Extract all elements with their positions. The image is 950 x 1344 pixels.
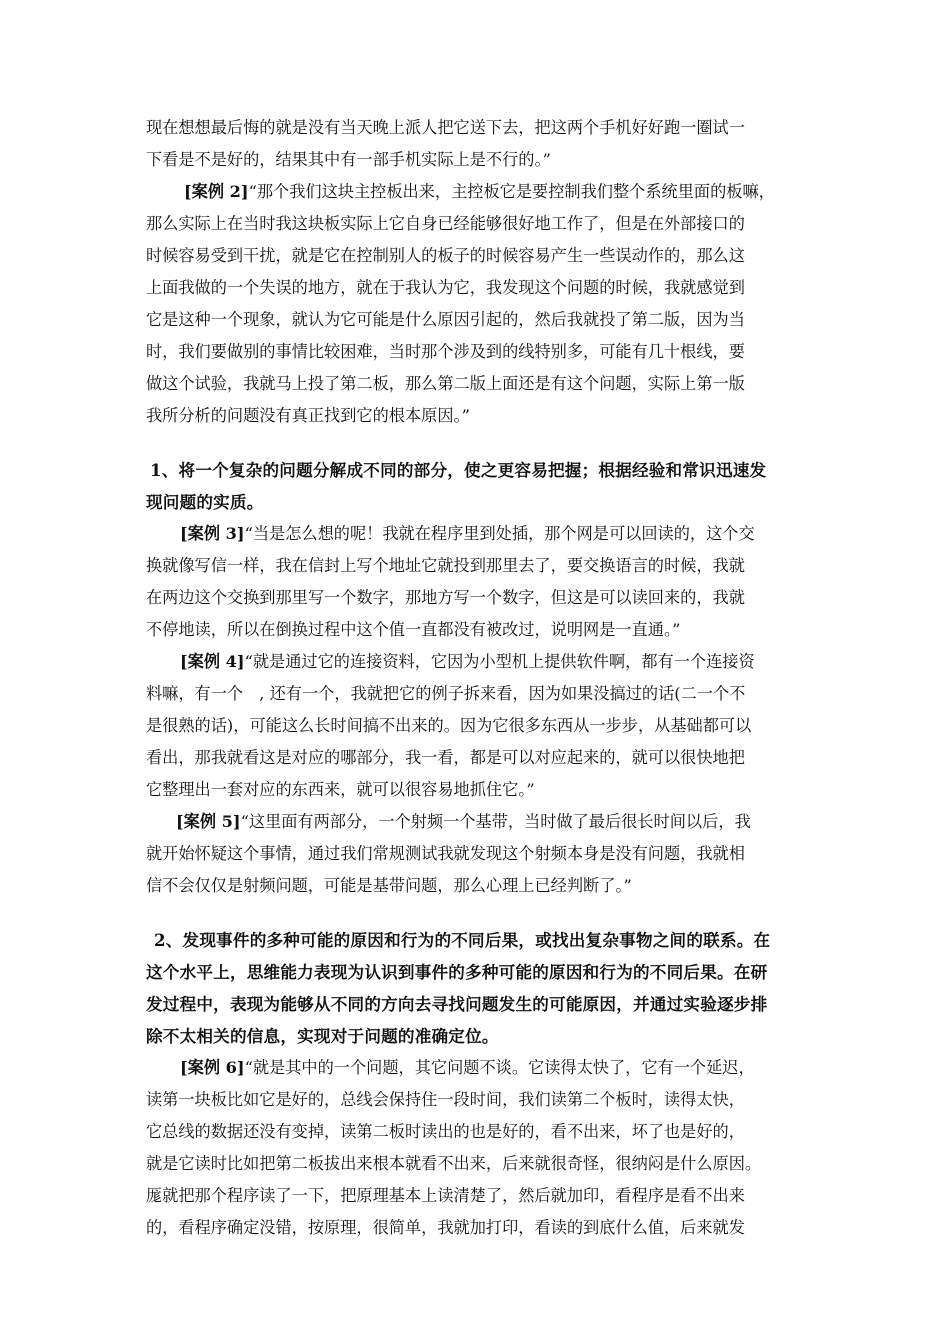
case-label: [案例 6] [180,1058,245,1077]
text-line: 上面我做的一个失误的地方，就在于我认为它，我发现这个问题的时候，我就感觉到 [146,278,745,297]
text-line: 时候容易受到干扰，就是它在控制别人的板子的时候容易产生一些误动作的，那么这 [146,246,745,265]
text-line: 厖就把那个程序读了一下，把原理基本上读清楚了，然后就加印，看程序是看不出来 [146,1186,745,1205]
text-line: 的，看程序确定没错，按原理，很简单，我就加打印，看读的到底什么值，后来就发 [146,1218,745,1237]
text-line: 就是它读时比如把第二板拔出来根本就看不出来，后来就很奇怪，很纳闷是什么原因。 [146,1154,762,1173]
case-text: “当是怎么想的呢！我就在程序里到处插，那个网是可以回读的，这个交 [244,524,755,543]
text-line: 它整理出一套对应的东西来，就可以很容易地抓住它。” [146,780,535,799]
text-line: 它总线的数据还没有变掉，读第二板时读出的也是好的，看不出来，坏了也是好的， [146,1122,745,1141]
text-line: 信不会仅仅是射频问题，可能是基带问题，那么心理上已经判断了。” [146,876,632,895]
case-label: [案例 4] [180,652,245,671]
text-line: 换就像写信一样，我在信封上写个地址它就投到那里去了，要交换语言的时候，我就 [146,556,745,575]
document-page [146,112,818,1244]
text-line: 下看是不是好的，结果其中有一部手机实际上是不行的。” [146,150,551,169]
case-text: “那个我们这块主控板出来，主控板它是要控制我们整个系统里面的板嘛， [248,182,775,201]
case-text: “就是通过它的连接资料，它因为小型机上提供软件啊，都有一个连接资 [244,652,755,671]
case-label: [案例 2] [184,182,249,201]
text-line: 看出，那我就看这是对应的哪部分，我一看，都是可以对应起来的，就可以很快地把 [146,748,745,767]
section-heading-1: 1、将一个复杂的问题分解成不同的部分，使之更容易把握；根据经验和常识迅速发 [150,460,767,480]
text-line: 我所分析的问题没有真正找到它的根本原因。” [146,406,470,425]
text-line: 做这个试验，我就马上投了第二板，那么第二版上面还是有这个问题，实际上第一版 [146,374,745,393]
text-line: 那么实际上在当时我这块板实际上它自身已经能够很好地工作了，但是在外部接口的 [146,214,745,233]
section-heading-2-cont: 这个水平上，思维能力表现为认识到事件的多种可能的原因和行为的不同后果。在研 [146,962,768,982]
section-heading-2-cont: 除不太相关的信息，实现对于问题的准确定位。 [146,1026,499,1046]
paragraph-gap [146,902,818,924]
text-line: 现在想想最后悔的就是没有当天晚上派人把它送下去，把这两个手机好好跑一圈试一 [146,118,745,137]
case-text: “这里面有两部分，一个射频一个基带，当时做了最后很长时间以后，我 [240,812,751,831]
section-heading-1-cont: 现问题的实质。 [146,492,264,512]
case-6-first-line [146,1052,818,1084]
section-heading-2-cont: 发过程中，表现为能够从不同的方向去寻找问题发生的可能原因，并通过实验逐步排 [146,994,768,1014]
case-label: [案例 5] [176,812,241,831]
case-label: [案例 3] [180,524,245,543]
section-heading-2: 2、发现事件的多种可能的原因和行为的不同后果，或找出复杂事物之间的联系。在 [154,930,771,950]
text-line: 在两边这个交换到那里写一个数字，那地方写一个数字，但这是可以读回来的，我就 [146,588,745,607]
text-line: 就开始怀疑这个事情，通过我们常规测试我就发现这个射频本身是没有问题，我就相 [146,844,745,863]
text-line: 是很熟的话)，可能这么长时间搞不出来的。因为它很多东西从一步步，从基础都可以 [146,716,752,735]
case-text: “就是其中的一个问题，其它问题不谈。它读得太快了，它有一个延迟， [244,1058,755,1077]
case-4-first-line [146,646,818,678]
text-line: 料嘛，有一个 , 还有一个，我就把它的例子拆来看，因为如果没搞过的话(二一个不 [146,684,746,703]
text-line: 时，我们要做别的事情比较困难，当时那个涉及到的线特别多，可能有几十根线，要 [146,342,745,361]
text-line: 不停地读，所以在倒换过程中这个值一直都没有被改过，说明网是一直通。” [146,620,681,639]
paragraph-gap [146,432,818,454]
text-line: 它是这种一个现象，就认为它可能是什么原因引起的，然后我就投了第二版，因为当 [146,310,745,329]
case-2-first-line [146,176,818,208]
case-5-first-line [146,806,818,838]
text-line: 读第一块板比如它是好的，总线会保持住一段时间，我们读第二个板时，读得太快， [146,1090,745,1109]
case-3-first-line [146,518,818,550]
